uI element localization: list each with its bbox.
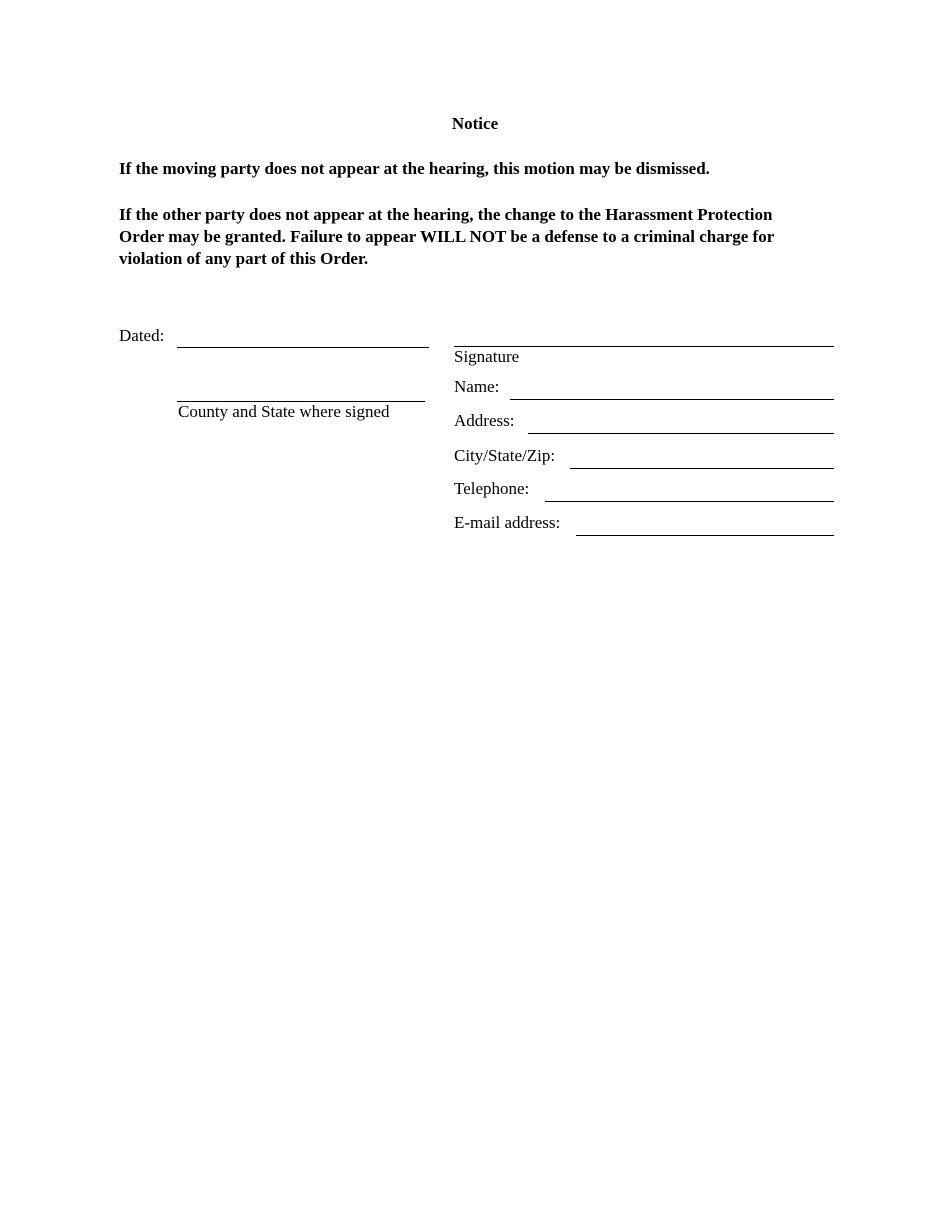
city-state-zip-label: City/State/Zip: <box>454 446 556 465</box>
notice-title: Notice <box>451 114 499 133</box>
address-label: Address: <box>454 411 515 430</box>
dated-signature-line[interactable] <box>177 347 429 348</box>
telephone-label: Telephone: <box>454 479 530 498</box>
notice-paragraph-dismissal: If the moving party does not appear at the hearing, this motion may be dismissed. <box>119 159 710 178</box>
email-label: E-mail address: <box>454 513 561 532</box>
notice-paragraph-failure-to-appear: If the other party does not appear at the hearing, the change to the Harassment Protection Order may be granted. Failure to appear WILL NOT be a defense to a criminal charge for violation of any part of this Order. <box>119 205 774 268</box>
signature-label: Signature <box>454 347 520 366</box>
email-field-line[interactable] <box>576 535 834 536</box>
city-state-zip-field-line[interactable] <box>570 468 834 469</box>
dated-label: Dated: <box>119 326 165 345</box>
telephone-field-line[interactable] <box>545 501 834 502</box>
address-field-line[interactable] <box>528 433 834 434</box>
name-label: Name: <box>454 377 500 396</box>
name-field-line[interactable] <box>510 399 834 400</box>
county-state-label: County and State where signed <box>178 402 390 421</box>
